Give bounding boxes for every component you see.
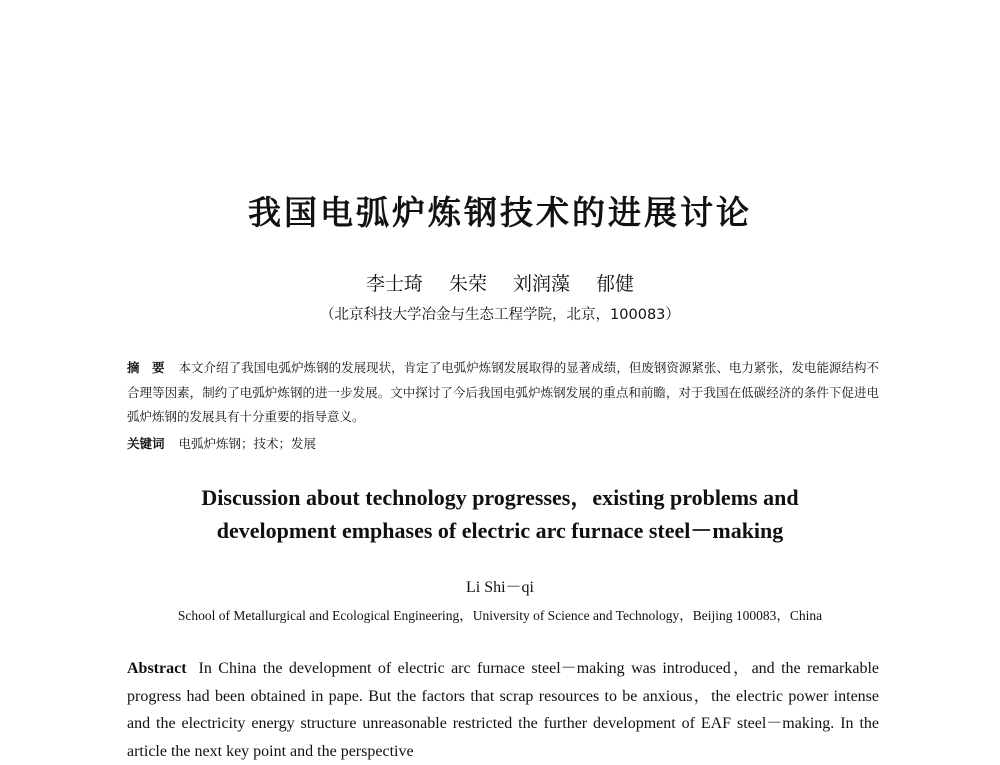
paper-title-english — [150, 481, 850, 547]
abstract-text-english: In China the development of electric arc furnace steel－making was introduced，and the remarkable progress had been obtained in pape. But the factors that scrap resources to be anxious，the electric power intense and the electricity energy structure unreasonable restricted the further development of EAF steel－making. In the article the next key point and the perspective — [127, 660, 879, 760]
title-line-english: Discussion about technology progresses，existing problems and — [201, 485, 799, 510]
abstract-chinese — [127, 356, 879, 430]
keywords-label-chinese: 关键词 — [127, 436, 165, 451]
keywords-text-chinese: 电弧炉炼钢；技术；发展 — [178, 436, 317, 451]
author-list-chinese — [0, 271, 1000, 297]
abstract-english — [127, 655, 879, 765]
abstract-label-english: Abstract — [127, 660, 187, 677]
author-name: 朱荣 — [448, 273, 487, 295]
author-name: 刘润藻 — [513, 273, 571, 295]
title-line-english: development emphases of electric arc furnace steel－making — [216, 518, 784, 543]
abstract-label-chinese: 摘 要 — [127, 360, 165, 375]
author-english: Li Shi－qi — [465, 579, 534, 596]
author-name: 郁健 — [596, 273, 635, 295]
paper-title-chinese: 我国电弧炉炼钢技术的进展讨论 — [248, 193, 752, 232]
affiliation-chinese: （北京科技大学冶金与生态工程学院，北京，100083） — [320, 307, 680, 323]
keywords-chinese — [127, 432, 879, 456]
author-name: 李士琦 — [365, 273, 423, 295]
affiliation-english: School of Metallurgical and Ecological Engineering，University of Science and Technology，Beijing 100083，China — [177, 608, 823, 623]
abstract-text-chinese: 本文介绍了我国电弧炉炼钢的发展现状，肯定了电弧炉炼钢发展取得的显著成绩，但废钢资源紧张、电力紧张，发电能源结构不合理等因素，制约了电弧炉炼钢的进一步发展。文中探讨了今后我国电弧炉炼钢发展的重点和前瞻，对于我国在低碳经济的条件下促进电弧炉炼钢的发展具有十分重要的指导意义。 — [127, 360, 879, 424]
